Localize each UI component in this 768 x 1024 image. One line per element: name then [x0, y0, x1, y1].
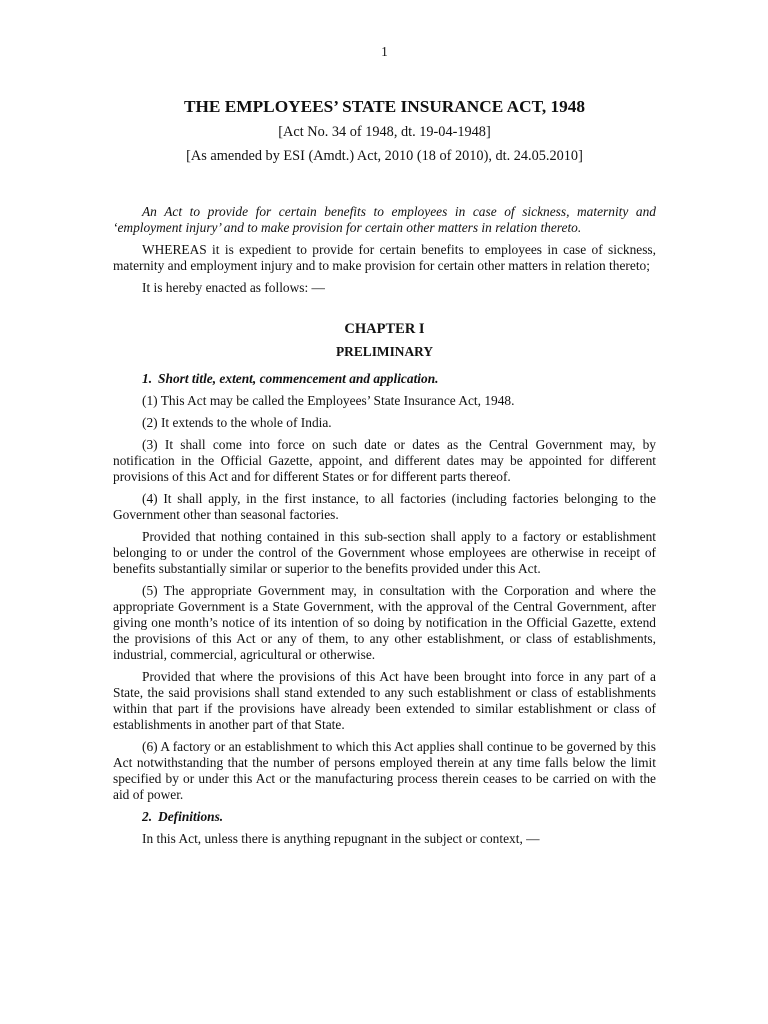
- chapter-title: CHAPTER I: [344, 321, 425, 337]
- section-2-intro: In this Act, unless there is anything repugnant in the subject or context, —: [142, 831, 540, 846]
- whereas-paragraph: WHEREAS it is expedient to provide for certain benefits to employees in case of sickness, maternity and employment injury and to make provision for certain other matters in relation thereto;: [113, 242, 656, 273]
- section-2-heading: [113, 809, 656, 825]
- section-1-proviso-5: Provided that where the provisions of this Act have been brought into force in any part of a State, the said provisions shall stand extended to any such establishment or class of establishments within that part if the provisions have already been extended to similar establishment or class of establishments in another part of that State.: [113, 669, 656, 732]
- document-page: [113, 44, 656, 853]
- chapter-subtitle: PRELIMINARY: [336, 344, 433, 359]
- amendment-reference: [As amended by ESI (Amdt.) Act, 2010 (18 of 2010), dt. 24.05.2010]: [186, 148, 583, 164]
- act-reference: [Act No. 34 of 1948, dt. 19-04-1948]: [278, 124, 491, 140]
- section-1-clause-4: (4) It shall apply, in the first instance, to all factories (including factories belonging to the Government other than seasonal factories.: [113, 491, 656, 522]
- section-2-number: 2.: [142, 809, 153, 824]
- section-1-number: 1.: [142, 371, 153, 386]
- section-1-clause-6: (6) A factory or an establishment to which this Act applies shall continue to be governed by this Act notwithstanding that the number of persons employed therein at any time falls below the limit specified by or under this Act or the manufacturing process therein ceases to be carried on with the aid of power.: [113, 739, 656, 802]
- section-1-clause-2: (2) It extends to the whole of India.: [142, 415, 332, 430]
- section-1-clause-1: (1) This Act may be called the Employees’ State Insurance Act, 1948.: [142, 393, 515, 408]
- preamble: An Act to provide for certain benefits to employees in case of sickness, maternity and ‘employment injury’ and to make provision for certain other matters in relation thereto.: [113, 204, 656, 235]
- section-1-clause-5: (5) The appropriate Government may, in consultation with the Corporation and where the appropriate Government is a State Government, with the approval of the Central Government, after giving one month’s notice of its intention of so doing by notification in the Official Gazette, extend the provisions of this Act or any of them, to any other establishment, or class of establishments, industrial, commercial, agricultural or otherwise.: [113, 583, 656, 662]
- page-number: 1: [381, 44, 388, 59]
- section-1-heading: [113, 371, 656, 387]
- section-2-title: Definitions.: [158, 809, 224, 824]
- enactment-clause: It is hereby enacted as follows: —: [142, 280, 325, 295]
- section-1-title: Short title, extent, commencement and application.: [158, 371, 439, 386]
- section-1-clause-3: (3) It shall come into force on such date or dates as the Central Government may, by notification in the Official Gazette, appoint, and different dates may be appointed for different provisions of this Act and for different States or for different parts thereof.: [113, 437, 656, 484]
- act-title: THE EMPLOYEES’ STATE INSURANCE ACT, 1948: [183, 97, 586, 116]
- section-1-proviso-4: Provided that nothing contained in this sub-section shall apply to a factory or establishment belonging to or under the control of the Government whose employees are otherwise in receipt of benefits substantially similar or superior to the benefits provided under this Act.: [113, 529, 656, 576]
